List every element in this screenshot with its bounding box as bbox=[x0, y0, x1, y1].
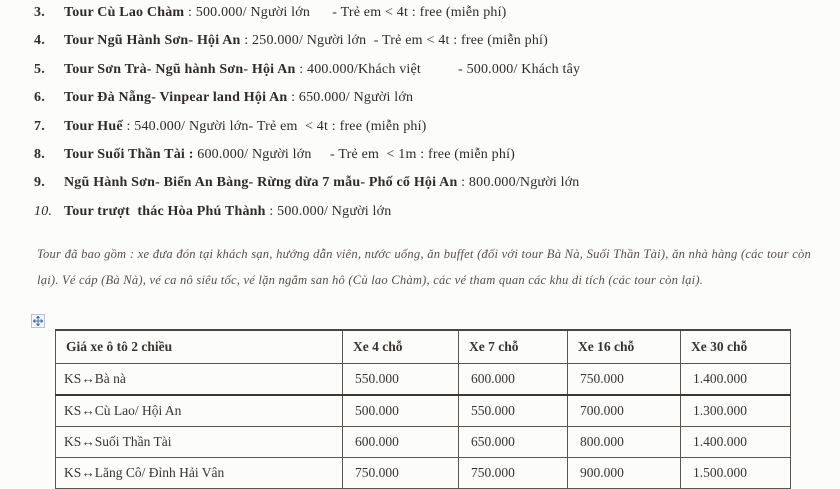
tour-name: Tour Ngũ Hành Sơn- Hội An bbox=[64, 33, 241, 49]
list-item bbox=[34, 5, 824, 33]
tour-price-text: : 250.000/ Người lớn - Trẻ em < 4t : free (miễn phí) bbox=[240, 33, 549, 49]
price-cell: 600.000 bbox=[343, 427, 459, 458]
list-item-number: 5. bbox=[34, 61, 45, 77]
table-header-row bbox=[56, 330, 791, 364]
list-item-number: 7. bbox=[34, 118, 45, 134]
price-cell: 600.000 bbox=[459, 364, 568, 396]
tour-price-text: : 500.000/ Người lớn bbox=[265, 203, 392, 219]
price-cell: 550.000 bbox=[459, 395, 568, 427]
price-cell: 650.000 bbox=[459, 427, 568, 458]
table-row bbox=[56, 364, 791, 396]
price-cell: 900.000 bbox=[568, 458, 681, 489]
list-item-number: 9. bbox=[34, 175, 45, 191]
inclusion-note: Tour đã bao gồm : xe đưa đón tại khách sạn, hướng dẫn viên, nước uống, ăn buffet (đối với tour Bà Nà, Suối Thần Tài), ăn nhà hàng (các tour còn lại). Vé cáp (Bà Nà), vé ca nô siêu tốc, vé lặn ngắm san hô (Cù lao Chàm), các vé tham quan các khu di tích (các tour còn lại). bbox=[37, 247, 811, 287]
price-cell: 750.000 bbox=[343, 458, 459, 489]
table-row bbox=[56, 395, 791, 427]
tour-price-text: 600.000/ Người lớn - Trẻ em < 1m : free (miễn phí) bbox=[193, 146, 516, 162]
list-item bbox=[34, 175, 824, 203]
list-item bbox=[34, 204, 824, 232]
tour-price-text: : 650.000/ Người lớn bbox=[287, 90, 414, 106]
table-header-cell: Xe 16 chỗ bbox=[568, 330, 681, 364]
route-cell: KS↔Suối Thần Tài bbox=[56, 427, 343, 458]
price-cell: 800.000 bbox=[568, 427, 681, 458]
list-item-number: 6. bbox=[34, 90, 45, 106]
list-item-number: 3. bbox=[34, 5, 45, 20]
table-header-cell: Xe 7 chỗ bbox=[459, 330, 568, 364]
car-price-table bbox=[55, 329, 791, 489]
route-cell: KS↔Lăng Cô/ Đỉnh Hải Vân bbox=[56, 458, 343, 489]
price-cell: 700.000 bbox=[568, 395, 681, 427]
price-cell: 1.500.000 bbox=[681, 458, 791, 489]
table-row bbox=[56, 458, 791, 489]
table-move-icon[interactable] bbox=[31, 314, 45, 328]
tour-name: Tour Suối Thần Tài : bbox=[64, 146, 194, 162]
tour-name: Tour Đà Nẵng- Vinpear land Hội An bbox=[64, 90, 288, 106]
table-row bbox=[56, 427, 791, 458]
list-item bbox=[34, 119, 824, 147]
tour-price-text: : 800.000/Người lớn bbox=[457, 175, 580, 191]
list-item-number: 4. bbox=[34, 33, 45, 49]
price-cell: 1.400.000 bbox=[681, 427, 791, 458]
price-cell: 500.000 bbox=[343, 395, 459, 427]
list-item-number: 10. bbox=[34, 203, 53, 219]
route-cell: KS↔Bà nà bbox=[56, 364, 343, 396]
list-item bbox=[34, 33, 824, 61]
price-cell: 750.000 bbox=[459, 458, 568, 489]
price-cell: 550.000 bbox=[343, 364, 459, 396]
tour-name: Tour Huế bbox=[64, 118, 123, 134]
tour-name: Ngũ Hành Sơn- Biển An Bàng- Rừng dừa 7 mẫu- Phố cổ Hội An bbox=[64, 175, 458, 191]
list-item bbox=[34, 90, 824, 118]
table-header-cell: Xe 4 chỗ bbox=[343, 330, 459, 364]
tour-name: Tour Sơn Trà- Ngũ hành Sơn- Hội An bbox=[64, 61, 296, 77]
tour-price-text: : 540.000/ Người lớn- Trẻ em < 4t : free (miễn phí) bbox=[122, 118, 427, 134]
price-cell: 1.300.000 bbox=[681, 395, 791, 427]
list-item bbox=[34, 62, 824, 90]
table-header-cell: Giá xe ô tô 2 chiều bbox=[56, 330, 343, 364]
price-cell: 750.000 bbox=[568, 364, 681, 396]
tour-price-text: : 500.000/ Người lớn - Trẻ em < 4t : free (miễn phí) bbox=[184, 5, 507, 20]
table-header-cell: Xe 30 chỗ bbox=[681, 330, 791, 364]
list-item bbox=[34, 147, 824, 175]
route-cell: KS↔Cù Lao/ Hội An bbox=[56, 395, 343, 427]
tour-name: Tour Cù Lao Chàm bbox=[64, 5, 185, 20]
list-item-number: 8. bbox=[34, 146, 45, 162]
tour-price-list bbox=[34, 5, 824, 232]
tour-price-text: : 400.000/Khách việt - 500.000/ Khách tây bbox=[295, 61, 581, 77]
tour-name: Tour trượt thác Hòa Phú Thành bbox=[64, 203, 266, 219]
price-cell: 1.400.000 bbox=[681, 364, 791, 396]
